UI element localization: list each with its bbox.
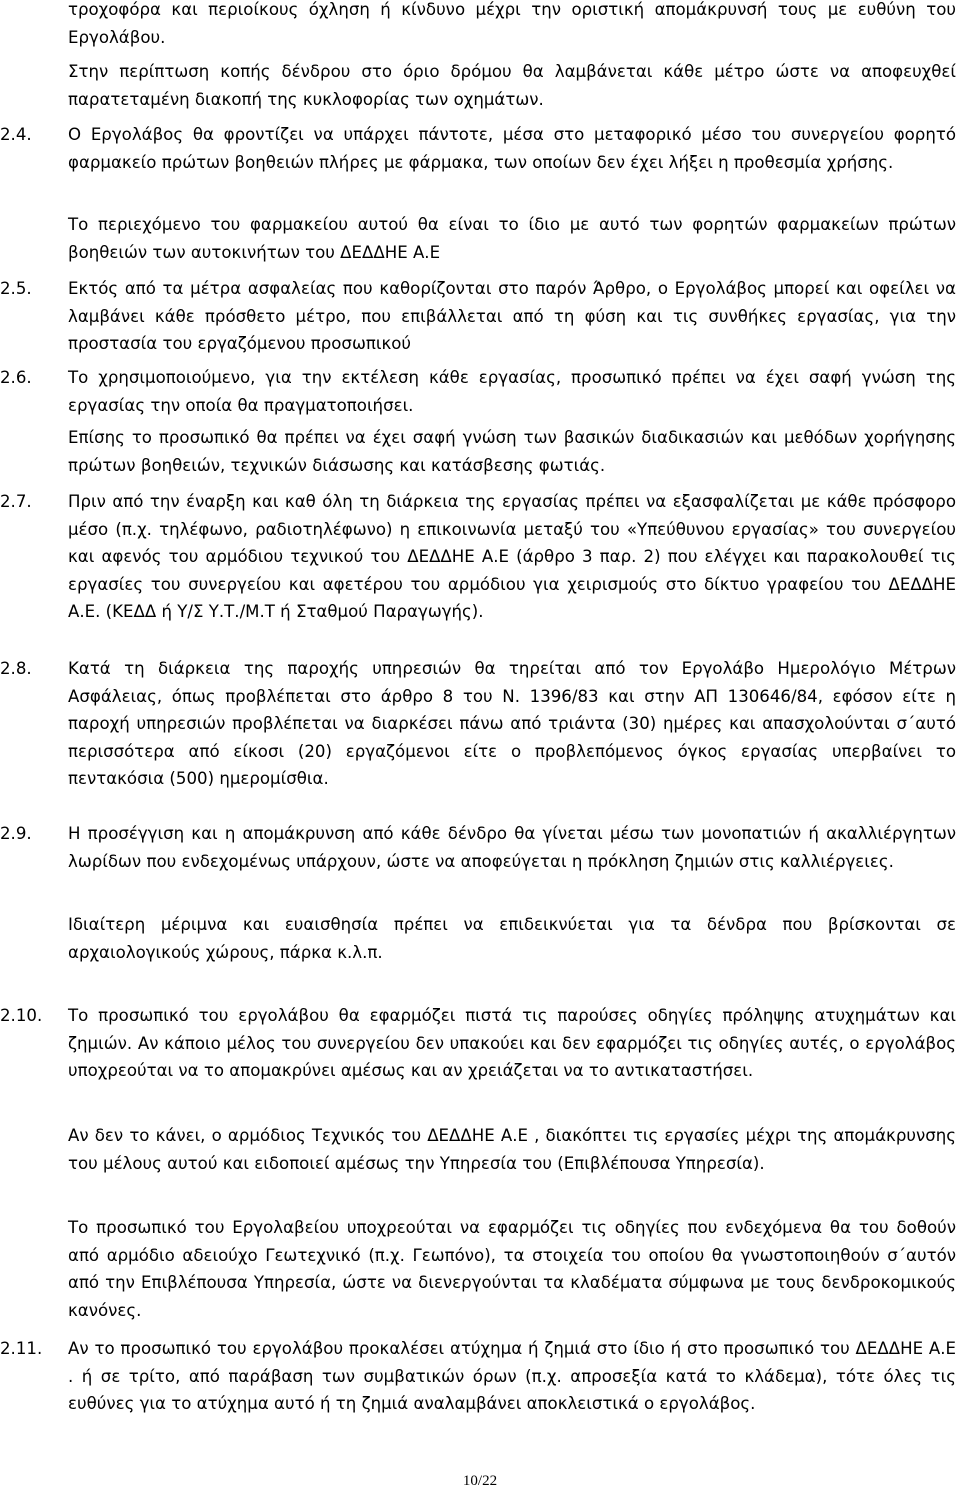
section-number: 2.9. [0,824,32,843]
section-number: 2.6. [0,368,32,387]
paragraph: τροχοφόρα και περιοίκους όχληση ή κίνδυνο μέχρι την οριστική απομάκρυνσή τους με ευθύνη του Εργολάβου. [68,0,956,47]
paragraph: Αν το προσωπικό του εργολάβου προκαλέσει ατύχημα ή ζημιά στο ίδιο ή στο προσωπικό του ΔΕΔΔΗΕ Α.Ε . ή σε τρίτο, από παράβαση των συμβατικών όρων (π.χ. απροσεξία κατά το κλάδεμα), τότε όλες τις ευθύνες για το ατύχημα αυτό ή τη ζημιά αναλαμβάνει αποκλειστικά ο εργολάβος. [68,1339,956,1413]
section-number: 2.4. [0,125,32,144]
paragraph: Ιδιαίτερη μέριμνα και ευαισθησία πρέπει να επιδεικνύεται για τα δένδρα που βρίσκονται σε αρχαιολογικούς χώρους, πάρκα κ.λ.π. [68,915,956,962]
paragraph: Επίσης το προσωπικό θα πρέπει να έχει σαφή γνώση των βασικών διαδικασιών και μεθόδων χορήγησης πρώτων βοηθειών, τεχνικών διάσωσης και κατάσβεσης φωτιάς. [68,428,956,475]
paragraph: Κατά τη διάρκεια της παροχής υπηρεσιών θα τηρείται από τον Εργολάβο Ημερολόγιο Μέτρων Ασφάλειας, όπως προβλέπεται στο άρθρο 8 του Ν. 1396/83 και στην ΑΠ 130646/84, εφόσον είτε η παροχή υπηρεσιών προβλέπεται να διαρκέσει πάνω από τριάντα (30) ημέρες και απασχολούνται σ΄αυτό περισσότερα από είκοσι (20) εργαζόμενοι είτε ο προβλεπόμενος όγκος εργασίας υπερβαίνει το πεντακόσια (500) ημερομίσθια. [68,659,956,788]
paragraph: Το προσωπικό του εργολάβου θα εφαρμόζει πιστά τις παρούσες οδηγίες πρόληψης ατυχημάτων και ζημιών. Αν κάποιο μέλος του συνεργείου δεν υπακούει και δεν εφαρμόζει τις οδηγίες αυτές, ο εργολάβος υποχρεούται να το απομακρύνει αμέσως και αν χρειάζεται να το αντικαταστήσει. [68,1006,956,1080]
section-number: 2.5. [0,279,32,298]
paragraph: Το προσωπικό του Εργολαβείου υποχρεούται να εφαρμόζει τις οδηγίες που ενδεχόμενα θα του δοθούν από αρμόδιο αδειούχο Γεωτεχνικό (π.χ. Γεωπόνο), τα στοιχεία του οποίου θα γνωστοποιηθούν σ΄αυτόν από την Επιβλέπουσα Υπηρεσία, ώστε να διενεργούνται τα κλαδέματα σύμφωνα με τους δενδροκομικούς κανόνες. [68,1218,956,1320]
page-number: 10/22 [462,1473,498,1489]
section-number: 2.8. [0,659,32,678]
paragraph: Αν δεν το κάνει, ο αρμόδιος Τεχνικός του ΔΕΔΔΗΕ Α.Ε , διακόπτει τις εργασίες μέχρι της απομάκρυνσης του μέλους αυτού και ειδοποιεί αμέσως την Υπηρεσία του (Επιβλέπουσα Υπηρεσία). [68,1126,956,1173]
paragraph: Πριν από την έναρξη και καθ όλη τη διάρκεια της εργασίας πρέπει να εξασφαλίζεται με κάθε πρόσφορο μέσο (π.χ. τηλέφωνο, ραδιοτηλέφωνο) η επικοινωνία μεταξύ του «Υπεύθυνου εργασίας» του συνεργείου και αφενός του αρμόδιου τεχνικού του ΔΕΔΔΗΕ Α.Ε (άρθρο 3 παρ. 2) που ελέγχει και παρακολουθεί τις εργασίες του συνεργείου και αφετέρου του αρμόδιου για χειρισμούς στο δίκτυο γραφείου του ΔΕΔΔΗΕ Α.Ε. (ΚΕΔΔ ή Υ/Σ Υ.Τ./Μ.Τ ή Σταθμού Παραγωγής). [68,492,956,621]
paragraph: Η προσέγγιση και η απομάκρυνση από κάθε δένδρο θα γίνεται μέσω των μονοπατιών ή ακαλλιέργητων λωρίδων που ενδεχομένως υπάρχουν, ώστε να αποφεύγεται η πρόκληση ζημιών στις καλλιέργειες. [68,824,956,871]
section-number: 2.7. [0,492,32,511]
section-number: 2.11. [0,1339,43,1358]
paragraph: Το χρησιμοποιούμενο, για την εκτέλεση κάθε εργασίας, προσωπικό πρέπει να έχει σαφή γνώση της εργασίας την οποία θα πραγματοποιήσει. [68,368,956,415]
paragraph: Εκτός από τα μέτρα ασφαλείας που καθορίζονται στο παρόν Άρθρο, ο Εργολάβος μπορεί και οφείλει να λαμβάνει κάθε πρόσθετο μέτρο, που επιβάλλεται από τη φύση και τις συνθήκες εργασίας, για την προστασία του εργαζόμενου προσωπικού [68,279,956,353]
paragraph: Ο Εργολάβος θα φροντίζει να υπάρχει πάντοτε, μέσα στο μεταφορικό μέσο του συνεργείου φορητό φαρμακείο πρώτων βοηθειών πλήρες με φάρμακα, των οποίων δεν έχει λήξει η προθεσμία χρήσης. [68,125,956,172]
paragraph: Το περιεχόμενο του φαρμακείου αυτού θα είναι το ίδιο με αυτό των φορητών φαρμακείων πρώτων βοηθειών των αυτοκινήτων του ΔΕΔΔΗΕ Α.Ε [68,215,956,262]
section-number: 2.10. [0,1006,43,1025]
paragraph: Στην περίπτωση κοπής δένδρου στο όριο δρόμου θα λαμβάνεται κάθε μέτρο ώστε να αποφευχθεί παρατεταμένη διακοπή της κυκλοφορίας των οχημάτων. [68,62,956,109]
